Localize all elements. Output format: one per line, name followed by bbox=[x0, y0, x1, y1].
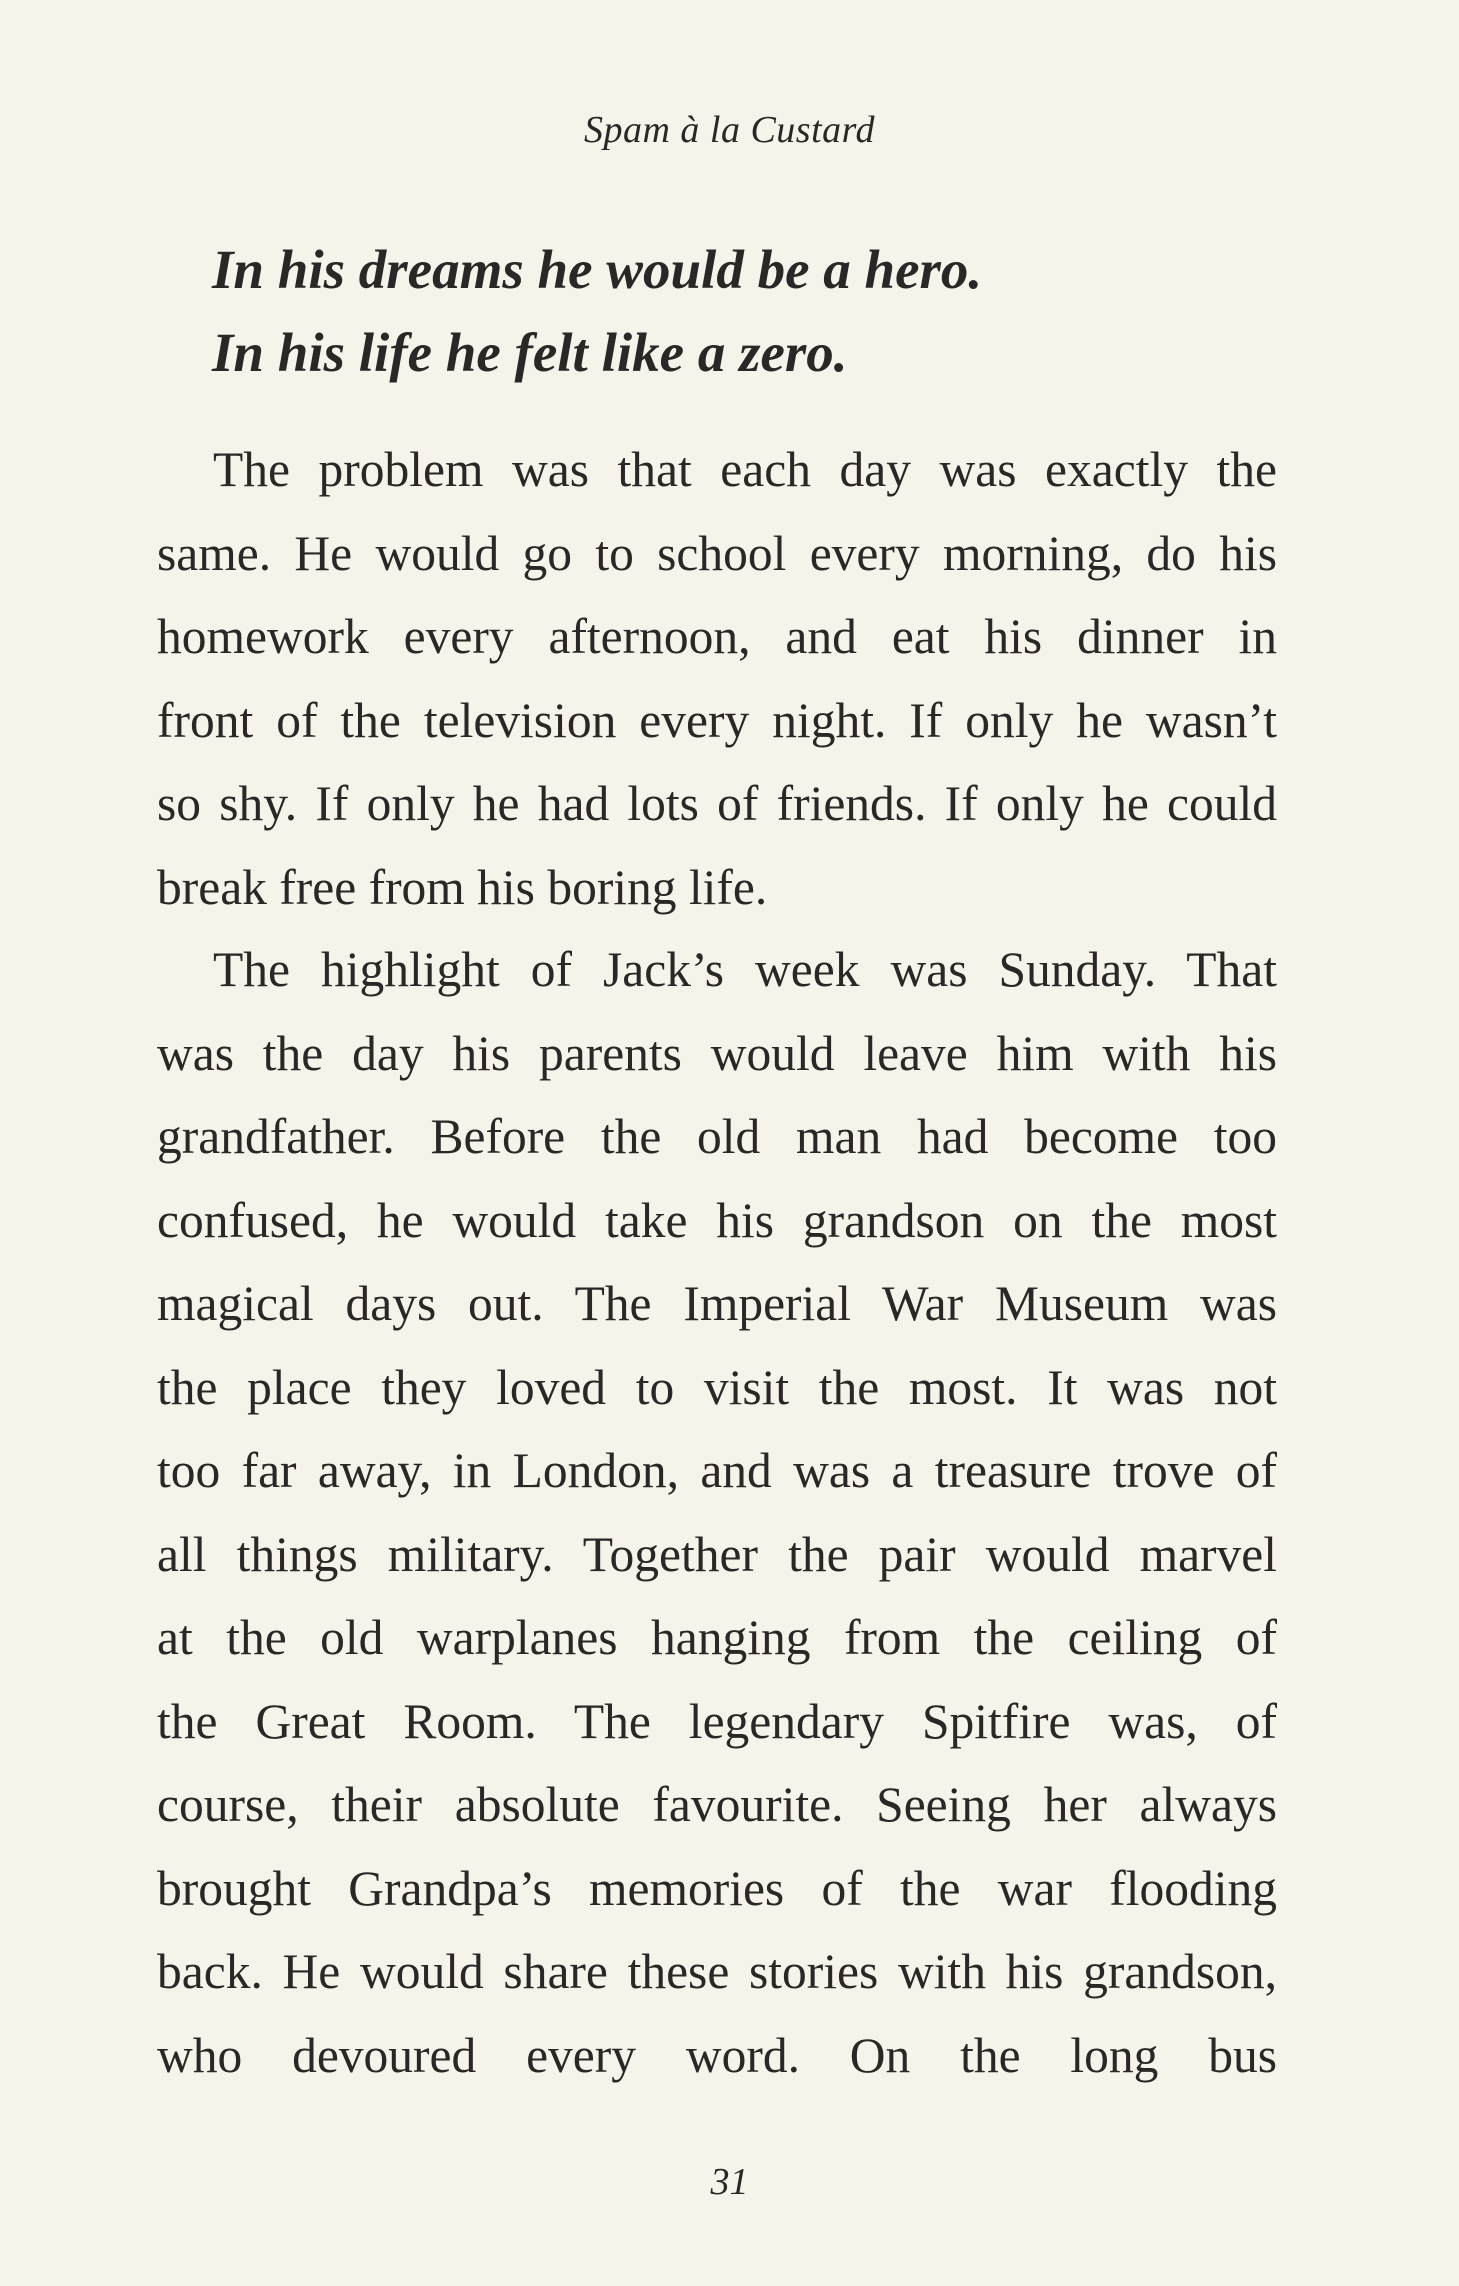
paragraph-2 bbox=[157, 928, 1277, 2097]
text-line: was the day his parents would leave him with his bbox=[157, 1025, 1277, 1081]
text-line: grandfather. Before the old man had become too bbox=[157, 1109, 1277, 1164]
text-line: homework every afternoon, and eat his dinner in bbox=[157, 609, 1277, 664]
text-line: the place they loved to visit the most. It was not bbox=[157, 1359, 1277, 1415]
text-line: at the old warplanes hanging from the ceiling of bbox=[157, 1610, 1277, 1665]
text-line: too far away, in London, and was a treasure trove of bbox=[157, 1443, 1277, 1498]
verse-couplet bbox=[212, 228, 1312, 394]
text-line: break free from his boring life. bbox=[157, 859, 768, 915]
text-line: The highlight of Jack’s week was Sunday. That bbox=[213, 942, 1277, 997]
text-line: brought Grandpa’s memories of the war flooding bbox=[157, 1860, 1277, 1916]
running-header: Spam à la Custard bbox=[583, 109, 876, 151]
verse-line: In his life he felt like a zero. bbox=[212, 322, 848, 383]
text-line: confused, he would take his grandson on the most bbox=[157, 1192, 1277, 1248]
page-number: 31 bbox=[710, 2161, 749, 2203]
text-line: all things military. Together the pair would marvel bbox=[157, 1526, 1277, 1582]
text-line: front of the television every night. If only he wasn’t bbox=[157, 692, 1277, 748]
text-line: back. He would share these stories with his grandson, bbox=[157, 1944, 1277, 1999]
text-line: the Great Room. The legendary Spitfire was, of bbox=[157, 1693, 1277, 1749]
text-line: so shy. If only he had lots of friends. If only he could bbox=[157, 776, 1277, 831]
text-line: who devoured every word. On the long bus bbox=[157, 2027, 1277, 2083]
text-line: The problem was that each day was exactly the bbox=[213, 442, 1277, 497]
text-line: magical days out. The Imperial War Museum was bbox=[157, 1276, 1277, 1331]
verse-line: In his dreams he would be a hero. bbox=[212, 239, 983, 300]
paragraph-1 bbox=[157, 428, 1277, 929]
text-line: course, their absolute favourite. Seeing her always bbox=[157, 1777, 1277, 1832]
text-line: same. He would go to school every morning, do his bbox=[157, 525, 1277, 581]
